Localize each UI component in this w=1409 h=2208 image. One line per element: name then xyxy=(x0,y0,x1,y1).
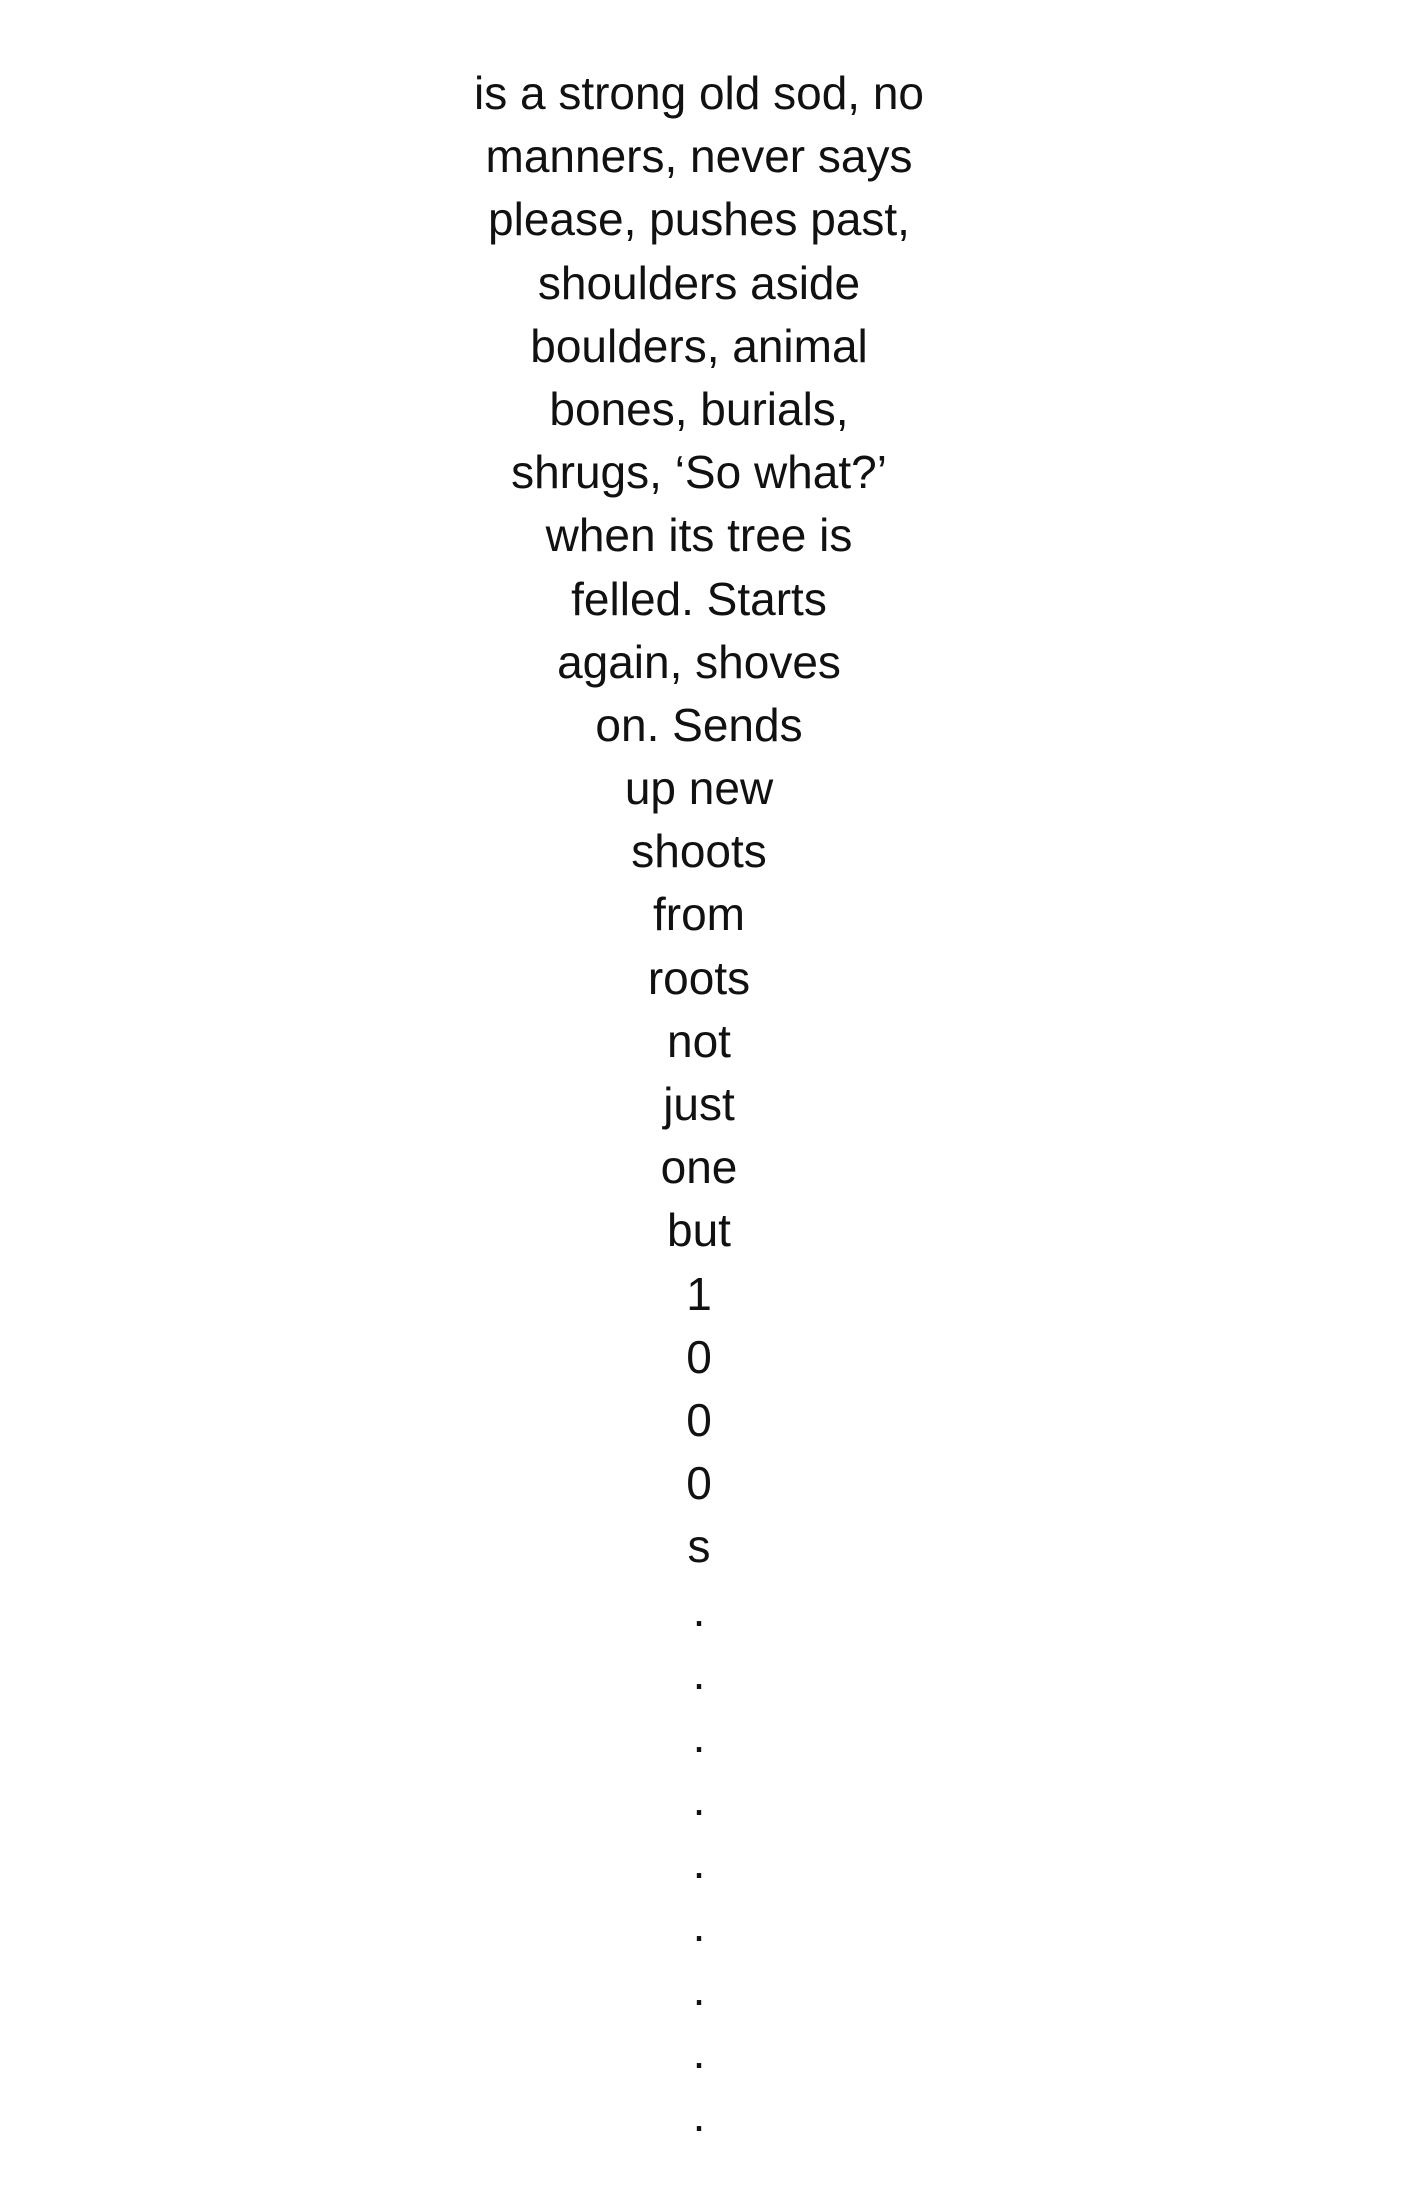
poem-line: shrugs, ‘So what?’ xyxy=(511,446,887,499)
poem-line: . xyxy=(692,1646,706,1699)
poem-line: . xyxy=(692,2089,706,2141)
poem-line: one xyxy=(660,1141,738,1194)
poem-line: manners, never says xyxy=(485,130,913,183)
poem-line: but xyxy=(667,1204,731,1257)
poem-line: up new xyxy=(624,762,774,815)
poem-line: from xyxy=(653,888,745,941)
poem-line: please, pushes past, xyxy=(488,193,910,246)
poem-line: 1 xyxy=(686,1267,712,1320)
poem-line: . xyxy=(692,1899,706,1952)
poem-line: when its tree is xyxy=(545,509,853,562)
poem-text xyxy=(0,62,1398,2147)
poem-line: . xyxy=(692,1583,706,1636)
poem-line: not xyxy=(667,1014,731,1067)
poem-line: roots xyxy=(647,951,751,1004)
poem-line: again, shoves xyxy=(557,635,841,688)
poem-line: 0 xyxy=(686,1457,712,1510)
poem-line: 0 xyxy=(686,1393,712,1446)
poem-line: . xyxy=(692,2025,706,2078)
poem-line: . xyxy=(692,1962,706,2015)
poem-line: is a strong old sod, no xyxy=(473,67,925,119)
poem-line: boulders, animal xyxy=(530,319,868,372)
poem-line: just xyxy=(663,1078,735,1130)
poem-line: . xyxy=(692,1709,706,1762)
poem-line: shoots xyxy=(631,825,767,878)
poem-line: . xyxy=(692,1836,706,1889)
poem-line: . xyxy=(692,1773,706,1826)
poem-line: felled. Starts xyxy=(571,572,827,625)
poem-line: bones, burials, xyxy=(549,382,849,435)
poem-line: shoulders aside xyxy=(537,256,861,309)
poem-line: 0 xyxy=(686,1330,712,1383)
poem-line: s xyxy=(687,1520,711,1573)
poem-line: on. Sends xyxy=(595,698,803,751)
